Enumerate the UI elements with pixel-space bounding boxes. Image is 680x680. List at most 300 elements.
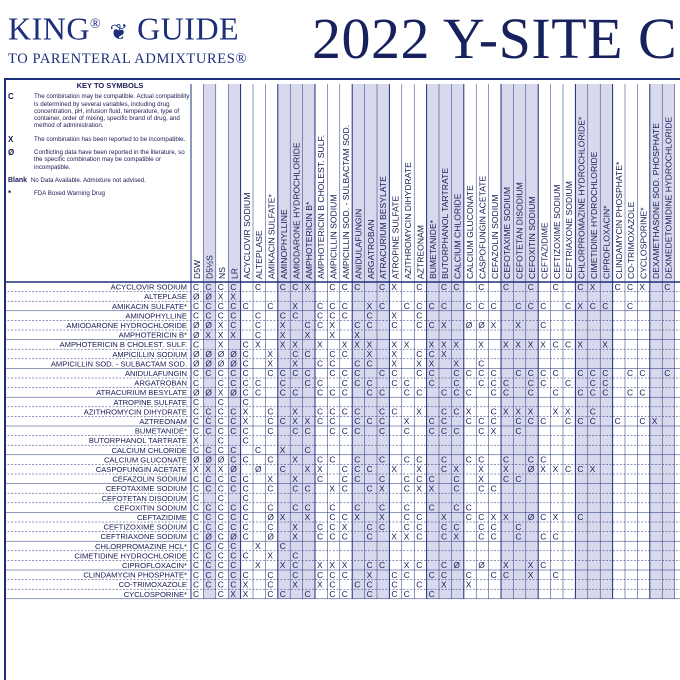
- compatibility-cell: C: [193, 541, 200, 551]
- column-header: CIMETIDINE HYDROCHLORIDE: [589, 151, 599, 279]
- compatibility-cell: C: [540, 512, 547, 523]
- compatibility-cell: C: [403, 454, 410, 465]
- compatibility-cell: C: [292, 310, 299, 321]
- compatibility-cell: C: [242, 435, 249, 446]
- column-header: ACYCLOVIR SODIUM: [241, 192, 252, 279]
- compatibility-cell: C: [354, 281, 361, 292]
- compatibility-cell: X: [341, 560, 348, 571]
- compatibility-cell: C: [217, 493, 224, 503]
- compatibility-cell: C: [627, 301, 634, 311]
- column-header: LR: [229, 268, 240, 279]
- compatibility-cell: X: [354, 512, 360, 523]
- compatibility-cell: C: [515, 368, 522, 379]
- compatibility-cell: C: [366, 560, 373, 571]
- compatibility-cell: C: [416, 281, 423, 292]
- compatibility-cell: C: [193, 512, 200, 523]
- compatibility-cell: X: [403, 560, 410, 571]
- compatibility-cell: C: [627, 368, 634, 379]
- compatibility-cell: C: [317, 358, 324, 369]
- compatibility-cell: C: [193, 483, 200, 494]
- compatibility-cell: C: [217, 377, 224, 388]
- compatibility-cell: C: [416, 310, 423, 321]
- compatibility-cell: C: [329, 502, 336, 513]
- compatibility-cell: C: [552, 531, 559, 542]
- compatibility-cell: X: [193, 464, 199, 475]
- compatibility-cell: C: [217, 541, 224, 551]
- compatibility-cell: X: [304, 329, 311, 340]
- compatibility-cell: C: [242, 397, 249, 407]
- compatibility-cell: C: [428, 589, 435, 599]
- compatibility-cell: C: [416, 349, 423, 359]
- compatibility-cell: C: [354, 377, 361, 388]
- compatibility-cell: Ø: [478, 320, 485, 331]
- compatibility-cell: C: [441, 281, 448, 292]
- compatibility-cell: C: [478, 483, 485, 494]
- compatibility-cell: X: [453, 339, 459, 350]
- compatibility-cell: X: [515, 339, 521, 350]
- compatibility-cell: C: [453, 406, 460, 417]
- compatibility-cell: C: [614, 416, 621, 427]
- compatibility-cell: C: [242, 512, 249, 523]
- compatibility-cell: C: [255, 387, 262, 398]
- compatibility-cell: X: [292, 521, 298, 532]
- compatibility-cell: C: [217, 406, 224, 417]
- row-label: AMPHOTERICIN B CHOLEST. SULF.: [59, 340, 187, 350]
- column-header: BUMETANIDE*: [427, 219, 438, 279]
- compatibility-cell: C: [329, 512, 336, 523]
- compatibility-cell: C: [379, 425, 386, 436]
- compatibility-cell: X: [292, 473, 298, 484]
- compatibility-cell: X: [304, 512, 311, 523]
- compatibility-cell: X: [515, 320, 521, 331]
- compatibility-cell: C: [490, 483, 497, 494]
- compatibility-cell: C: [292, 502, 299, 513]
- compatibility-cell: C: [366, 358, 373, 369]
- compatibility-cell: C: [329, 387, 336, 398]
- compatibility-cell: X: [639, 281, 645, 292]
- compatibility-cell: C: [193, 425, 200, 436]
- compatibility-cell: Ø: [230, 349, 237, 359]
- compatibility-cell: X: [453, 358, 459, 369]
- compatibility-cell: C: [354, 406, 361, 417]
- compatibility-cell: X: [217, 387, 224, 398]
- compatibility-cell: C: [391, 579, 398, 590]
- compatibility-cell: C: [267, 483, 274, 494]
- column-header: AMPHOTERICIN B CHOLEST. SULF.: [316, 134, 327, 279]
- compatibility-cell: C: [428, 473, 435, 484]
- compatibility-cell: C: [317, 454, 324, 465]
- compatibility-cell: X: [391, 349, 397, 359]
- compatibility-cell: C: [465, 416, 472, 427]
- compatibility-cell: Ø: [230, 387, 237, 398]
- compatibility-cell: C: [267, 589, 274, 599]
- compatibility-cell: C: [366, 377, 373, 388]
- compatibility-cell: C: [478, 531, 485, 542]
- logo-guide: GUIDE: [137, 10, 240, 47]
- compatibility-cell: X: [329, 329, 335, 340]
- compatibility-cell: C: [379, 281, 386, 292]
- column-header: CEFTAZIDIME: [539, 222, 550, 279]
- compatibility-cell: X: [503, 512, 509, 523]
- compatibility-cell: C: [552, 281, 559, 292]
- compatibility-cell: C: [205, 502, 212, 513]
- compatibility-cell: X: [329, 483, 335, 494]
- compatibility-cell: X: [279, 329, 286, 340]
- row-label: CEFTAZIDIME: [136, 513, 187, 522]
- compatibility-cell: C: [267, 502, 274, 513]
- column-header: BUTORPHANOL TARTRATE: [440, 167, 451, 279]
- compatibility-cell: C: [279, 464, 286, 475]
- compatibility-cell: C: [379, 406, 386, 417]
- compatibility-cell: C: [341, 310, 348, 321]
- compatibility-cell: C: [453, 281, 460, 292]
- compatibility-cell: C: [478, 521, 485, 532]
- compatibility-cell: C: [329, 358, 336, 369]
- compatibility-cell: C: [267, 425, 274, 436]
- compatibility-cell: C: [428, 377, 435, 388]
- compatibility-cell: X: [416, 406, 422, 417]
- compatibility-cell: C: [304, 425, 311, 436]
- compatibility-cell: C: [304, 483, 311, 494]
- compatibility-cell: X: [453, 464, 459, 475]
- compatibility-cell: C: [664, 368, 671, 379]
- compatibility-cell: Ø: [267, 531, 274, 542]
- compatibility-cell: Ø: [230, 464, 237, 475]
- compatibility-cell: X: [279, 339, 286, 350]
- compatibility-cell: C: [465, 387, 472, 398]
- compatibility-cell: C: [540, 416, 547, 427]
- compatibility-cell: C: [515, 521, 522, 532]
- compatibility-cell: C: [453, 483, 460, 494]
- row-label: CLINDAMYCIN PHOSPHATE*: [83, 570, 187, 580]
- compatibility-cell: C: [589, 377, 596, 388]
- row-label: AMIODARONE HYDROCHLORIDE: [66, 321, 187, 330]
- compatibility-cell: C: [193, 473, 200, 484]
- compatibility-cell: C: [341, 531, 348, 542]
- compatibility-cell: X: [205, 329, 211, 340]
- compatibility-cell: C: [217, 550, 224, 561]
- compatibility-cell: C: [416, 454, 423, 465]
- compatibility-cell: C: [577, 387, 584, 398]
- compatibility-cell: C: [230, 454, 237, 465]
- compatibility-cell: C: [205, 310, 212, 321]
- compatibility-cell: C: [354, 425, 361, 436]
- compatibility-cell: X: [366, 349, 373, 359]
- compatibility-cell: C: [441, 569, 448, 580]
- compatibility-cell: X: [441, 579, 447, 590]
- compatibility-cell: X: [602, 339, 608, 350]
- compatibility-cell: C: [193, 579, 200, 590]
- row-label: ATROPINE SULFATE: [113, 397, 187, 407]
- compatibility-cell: C: [602, 377, 609, 388]
- compatibility-cell: C: [329, 531, 336, 542]
- compatibility-cell: C: [366, 579, 373, 590]
- compatibility-cell: C: [540, 454, 547, 465]
- compatibility-cell: X: [391, 464, 397, 475]
- key-symbol: *: [8, 189, 12, 199]
- compatibility-cell: C: [379, 473, 386, 484]
- row-label: ALTEPLASE: [144, 292, 187, 302]
- column-header: CEFOTAXIME SODIUM: [502, 187, 513, 279]
- compatibility-cell: C: [230, 377, 237, 388]
- compatibility-cell: X: [242, 406, 249, 417]
- compatibility-cell: X: [391, 339, 397, 350]
- compatibility-cell: C: [341, 512, 348, 523]
- compatibility-cell: C: [515, 473, 522, 484]
- compatibility-cell: Ø: [267, 512, 274, 523]
- compatibility-cell: C: [478, 368, 485, 379]
- compatibility-cell: C: [329, 454, 336, 465]
- compatibility-cell: C: [217, 397, 224, 407]
- compatibility-cell: C: [465, 454, 472, 465]
- compatibility-cell: C: [391, 569, 398, 580]
- column-header: CALCIUM CHLORIDE: [452, 193, 463, 279]
- compatibility-cell: X: [565, 406, 571, 417]
- compatibility-cell: C: [267, 416, 274, 427]
- column-header: CALCIUM GLUCONATE: [465, 185, 475, 279]
- compatibility-cell: C: [478, 425, 485, 436]
- compatibility-cell: X: [589, 464, 596, 475]
- compatibility-cell: C: [627, 387, 634, 398]
- compatibility-cell: C: [366, 464, 373, 475]
- compatibility-cell: C: [416, 531, 423, 542]
- compatibility-cell: C: [230, 320, 237, 331]
- compatibility-cell: X: [465, 406, 472, 417]
- column-header: CEFAZOLIN SODIUM: [489, 194, 500, 279]
- row-label: CIMETIDINE HYDROCHLORIDE: [74, 551, 187, 561]
- column-header: CO-TRIMOXAZOLE: [626, 201, 637, 279]
- compatibility-cell: C: [503, 377, 510, 388]
- compatibility-cell: X: [577, 301, 583, 311]
- compatibility-cell: C: [428, 301, 435, 311]
- compatibility-cell: C: [205, 368, 212, 379]
- compatibility-cell: C: [255, 310, 262, 321]
- compatibility-cell: C: [478, 416, 485, 427]
- compatibility-cell: X: [478, 339, 484, 350]
- compatibility-cell: C: [589, 387, 596, 398]
- compatibility-cell: C: [403, 569, 410, 580]
- column-header: CEFTIZOXIME SODIUM: [551, 184, 562, 279]
- compatibility-cell: C: [391, 368, 398, 379]
- compatibility-cell: C: [565, 416, 572, 427]
- column-header: CHLORPROMAZINE HYDROCHLORIDE*: [576, 116, 587, 279]
- row-label: CO-TRIMOXAZOLE: [118, 580, 187, 590]
- compatibility-cell: X: [292, 339, 298, 350]
- compatibility-cell: X: [379, 483, 385, 494]
- compatibility-cell: Ø: [217, 358, 225, 369]
- compatibility-cell: C: [230, 425, 237, 436]
- column-header: AMIKACIN SULFATE*: [266, 194, 277, 279]
- compatibility-cell: C: [193, 368, 200, 379]
- compatibility-cell: C: [292, 560, 299, 571]
- column-header: ANIDULAFUNGIN: [353, 208, 364, 279]
- compatibility-cell: C: [639, 387, 646, 398]
- compatibility-cell: C: [217, 512, 224, 523]
- compatibility-cell: X: [391, 310, 397, 321]
- compatibility-cell: X: [403, 339, 410, 350]
- column-header: AZITHROMYCIN DIHYDRATE: [403, 162, 413, 279]
- column-header: DEXAMETHASONE SOD. PHOSPHATE: [651, 123, 661, 279]
- compatibility-cell: C: [205, 445, 212, 455]
- compatibility-cell: X: [341, 521, 348, 532]
- compatibility-cell: C: [354, 579, 361, 590]
- compatibility-cell: C: [441, 454, 448, 465]
- compatibility-cell: C: [217, 579, 224, 590]
- compatibility-cell: X: [552, 406, 559, 417]
- compatibility-cell: C: [403, 512, 410, 523]
- compatibility-cell: C: [403, 502, 410, 513]
- compatibility-cell: X: [329, 320, 335, 331]
- compatibility-cell: C: [242, 301, 249, 311]
- compatibility-cell: Ø: [193, 291, 200, 302]
- compatibility-cell: C: [341, 473, 348, 484]
- compatibility-cell: C: [366, 531, 373, 542]
- compatibility-cell: C: [193, 550, 200, 561]
- compatibility-cell: C: [428, 416, 435, 427]
- compatibility-cell: C: [279, 368, 286, 379]
- compatibility-cell: C: [527, 281, 534, 292]
- compatibility-cell: C: [341, 425, 348, 436]
- compatibility-cell: C: [664, 281, 671, 292]
- compatibility-cell: C: [589, 368, 596, 379]
- column-header: D5W: [192, 259, 203, 279]
- compatibility-cell: Ø: [230, 358, 237, 369]
- compatibility-cell: X: [441, 512, 447, 523]
- compatibility-cell: C: [279, 387, 286, 398]
- compatibility-cell: X: [230, 589, 236, 599]
- compatibility-cell: C: [242, 493, 249, 503]
- column-header: AMPHOTERICIN B*: [303, 201, 314, 279]
- column-header: CEFTRIAXONE SODIUM: [564, 181, 575, 279]
- row-label: CASPOFUNGIN ACETATE: [95, 465, 187, 474]
- compatibility-cell: C: [217, 416, 224, 427]
- compatibility-cell: C: [193, 560, 200, 571]
- compatibility-cell: Ø: [205, 320, 212, 331]
- compatibility-cell: C: [217, 435, 224, 446]
- compatibility-cell: C: [453, 502, 460, 513]
- compatibility-cell: C: [354, 320, 361, 331]
- compatibility-cell: C: [230, 445, 237, 455]
- compatibility-cell: C: [354, 502, 361, 513]
- compatibility-cell: C: [416, 387, 423, 398]
- row-label: AZITHROMYCIN DIHYDRATE: [83, 407, 187, 417]
- compatibility-cell: C: [230, 406, 237, 417]
- compatibility-cell: C: [217, 589, 224, 599]
- compatibility-cell: C: [267, 301, 274, 311]
- compatibility-cell: Ø: [230, 531, 237, 542]
- compatibility-cell: X: [354, 329, 360, 340]
- compatibility-cell: C: [279, 589, 286, 599]
- compatibility-cell: C: [329, 569, 336, 580]
- compatibility-cell: C: [515, 416, 522, 427]
- compatibility-cell: C: [292, 368, 299, 379]
- compatibility-cell: X: [217, 291, 224, 302]
- compatibility-cell: C: [527, 387, 534, 398]
- compatibility-cell: C: [279, 416, 286, 427]
- compatibility-cell: C: [366, 416, 373, 427]
- compatibility-cell: C: [217, 483, 224, 494]
- compatibility-cell: X: [490, 425, 497, 436]
- compatibility-cell: C: [577, 464, 584, 475]
- compatibility-cell: C: [354, 454, 361, 465]
- compatibility-cell: X: [379, 512, 385, 523]
- compatibility-cell: X: [279, 512, 286, 523]
- compatibility-cell: X: [416, 464, 422, 475]
- compatibility-cell: C: [354, 473, 361, 484]
- compatibility-cell: X: [329, 560, 335, 571]
- compatibility-cell: C: [217, 473, 224, 484]
- row-label: CEFTRIAXONE SODIUM: [100, 532, 187, 542]
- compatibility-cell: C: [441, 301, 448, 311]
- compatibility-cell: X: [503, 339, 509, 350]
- compatibility-cell: C: [379, 502, 386, 513]
- compatibility-cell: C: [292, 569, 299, 580]
- compatibility-cell: C: [341, 483, 348, 494]
- compatibility-cell: X: [589, 281, 596, 292]
- compatibility-cell: X: [391, 358, 397, 369]
- compatibility-cell: C: [292, 387, 299, 398]
- compatibility-cell: X: [428, 358, 435, 369]
- compatibility-cell: C: [279, 541, 286, 551]
- compatibility-cell: C: [366, 320, 373, 331]
- compatibility-cell: C: [267, 579, 274, 590]
- compatibility-cell: C: [205, 569, 212, 580]
- compatibility-cell: C: [465, 512, 472, 523]
- column-header: CLINDAMYCIN PHOSPHATE*: [613, 161, 624, 279]
- compatibility-cell: C: [441, 560, 448, 571]
- row-label: CEFAZOLIN SODIUM: [112, 474, 187, 484]
- compatibility-cell: C: [230, 550, 237, 561]
- compatibility-cell: X: [292, 531, 298, 542]
- compatibility-cell: C: [341, 569, 348, 580]
- compatibility-cell: X: [341, 339, 348, 350]
- compatibility-cell: C: [552, 387, 559, 398]
- row-label: ACYCLOVIR SODIUM: [110, 282, 187, 292]
- compatibility-cell: X: [527, 569, 534, 580]
- column-header: CEFOTETAN DISODIUM: [514, 182, 525, 279]
- column-header: D5½S: [204, 255, 215, 279]
- compatibility-cell: X: [292, 406, 298, 417]
- compatibility-cell: C: [230, 310, 237, 321]
- row-label: AMPICILLIN SODIUM: [112, 349, 187, 359]
- compatibility-cell: C: [589, 416, 596, 427]
- column-header: AMPICILLIN SODIUM: [328, 194, 339, 279]
- compatibility-cell: C: [193, 397, 200, 407]
- compatibility-cell: C: [354, 464, 361, 475]
- compatibility-cell: C: [205, 550, 212, 561]
- compatibility-cell: C: [552, 339, 559, 350]
- compatibility-cell: C: [614, 281, 621, 292]
- compatibility-cell: C: [565, 464, 572, 475]
- column-header: CYCLOSPORINE*: [638, 207, 649, 279]
- compatibility-cell: C: [428, 320, 435, 331]
- compatibility-cell: X: [490, 320, 497, 331]
- compatibility-cell: C: [317, 377, 324, 388]
- compatibility-cell: C: [242, 387, 249, 398]
- compatibility-cell: C: [329, 368, 336, 379]
- page-title: 2022 Y-SITE C: [312, 6, 678, 71]
- compatibility-cell: X: [552, 464, 559, 475]
- compatibility-cell: C: [292, 483, 299, 494]
- compatibility-cell: C: [193, 377, 200, 388]
- compatibility-cell: C: [217, 310, 224, 321]
- compatibility-cell: C: [279, 377, 286, 388]
- compatibility-cell: X: [317, 579, 323, 590]
- compatibility-cell: X: [317, 560, 323, 571]
- column-header: CIPROFLOXACIN*: [601, 205, 612, 279]
- compatibility-cell: X: [354, 339, 360, 350]
- compatibility-cell: C: [230, 301, 237, 311]
